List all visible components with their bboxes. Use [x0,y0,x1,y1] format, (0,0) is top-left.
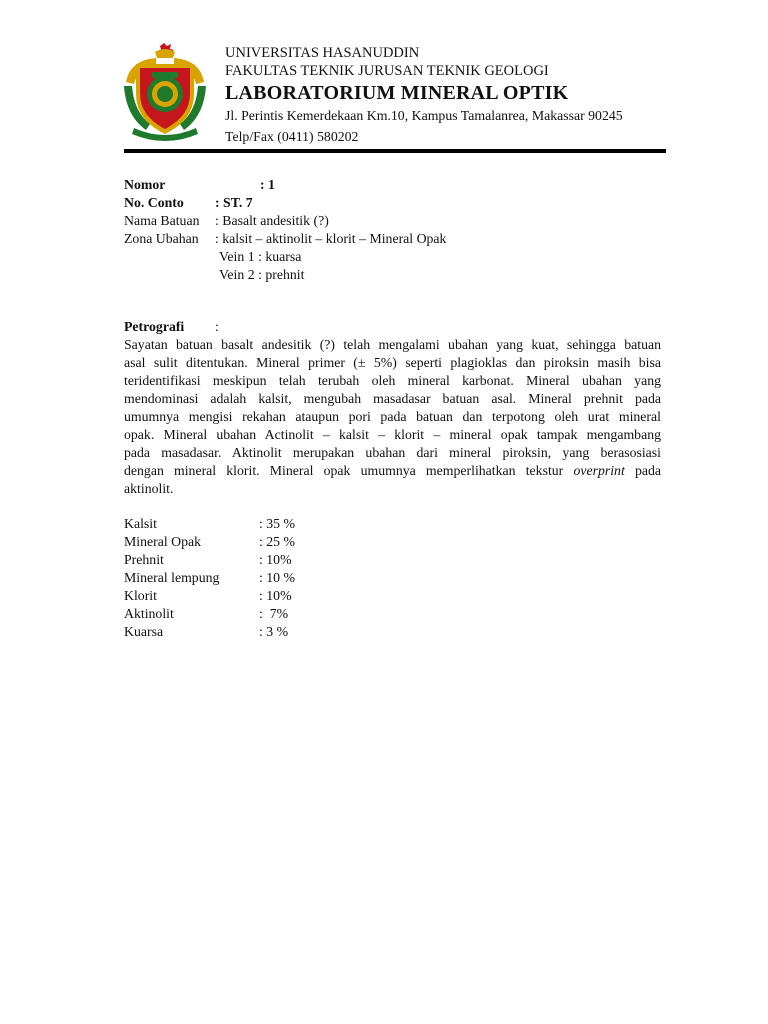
letterhead [225,44,685,147]
paragraph-line: mendominasi adalah kalsit, mengubah masadasar batuan asal. Mineral prehnit pada [124,391,661,406]
petrografi-title: Petrografi [124,319,185,334]
mineral-row [124,587,424,605]
paragraph-line [124,462,661,480]
mineral-name: Prehnit [124,552,164,567]
mineral-row [124,533,424,551]
university-name: UNIVERSITAS HASANUDDIN [225,45,420,61]
mineral-composition-list [124,515,424,641]
faculty-name: FAKULTAS TEKNIK JURUSAN TEKNIK GEOLOGI [225,63,549,79]
paragraph-line: pada masadasar. Aktinolit merupakan ubahan dari mineral piroksin, yang berasosiasi [124,445,661,460]
mineral-name: Klorit [124,588,157,603]
mineral-percent: : 10% [259,588,292,603]
mineral-name: Aktinolit [124,606,174,621]
nama-batuan-label: Nama Batuan [124,213,200,228]
paragraph-line: aktinolit. [124,481,174,496]
line8-text: dengan mineral klorit. Mineral opak umumnya memperlihatkan tekstur [124,463,574,478]
lab-name: LABORATORIUM MINERAL OPTIK [225,82,569,104]
lab-phone: Telp/Fax (0411) 580202 [225,129,359,144]
mineral-row [124,515,424,533]
paragraph-line: umumnya mengisi rekahan ataupun pori pada batuan dan terpotong oleh urat mineral [124,409,661,424]
mineral-percent: : 25 % [259,534,296,549]
mineral-name: Mineral Opak [124,534,202,549]
mineral-row [124,605,424,623]
conto-label: No. Conto [124,195,184,210]
vein-1-value: Vein 1 : kuarsa [219,249,302,264]
mineral-percent: : 10 % [259,570,296,585]
conto-value: : ST. 7 [215,195,253,210]
zona-ubahan-label: Zona Ubahan [124,231,199,246]
mineral-name: Kuarsa [124,624,164,639]
nama-batuan-value: : Basalt andesitik (?) [215,213,329,228]
nomor-label: Nomor [124,177,166,192]
mineral-percent: : 7% [259,606,289,621]
petrografi-paragraph [124,336,661,498]
lab-address: Jl. Perintis Kemerdekaan Km.10, Kampus Tamalanrea, Makassar 90245 [225,108,623,123]
overprint-term: overprint [573,463,625,478]
paragraph-line: opak. Mineral ubahan Actinolit – kalsit – klorit – mineral opak tampak mengambang [124,427,661,442]
petrografi-heading [124,318,219,336]
mineral-percent: : 3 % [259,624,289,639]
mineral-percent: : 10% [259,552,292,567]
paragraph-line: asal sulit ditentukan. Mineral primer (± 5%) seperti plagioklas dan piroksin masih bisa [124,355,661,370]
header-divider [124,149,666,153]
zona-ubahan-value: : kalsit – aktinolit – klorit – Mineral Opak [215,231,447,246]
mineral-row [124,569,424,587]
petrografi-colon: : [215,319,219,334]
paragraph-line: Sayatan batuan basalt andesitik (?) telah mengalami ubahan yang kuat, sehingga batuan [124,337,661,352]
mineral-row [124,623,424,641]
mineral-percent: : 35 % [259,516,296,531]
university-crest-icon [120,42,210,142]
mineral-row [124,551,424,569]
mineral-name: Mineral lempung [124,570,220,585]
vein-2-value: Vein 2 : prehnit [219,267,305,282]
mineral-name: Kalsit [124,516,157,531]
nomor-value: : 1 [260,177,275,192]
paragraph-line: teridentifikasi meskipun telah terubah oleh mineral karbonat. Mineral ubahan yang [124,373,661,388]
line8-tail: pada [624,463,661,478]
